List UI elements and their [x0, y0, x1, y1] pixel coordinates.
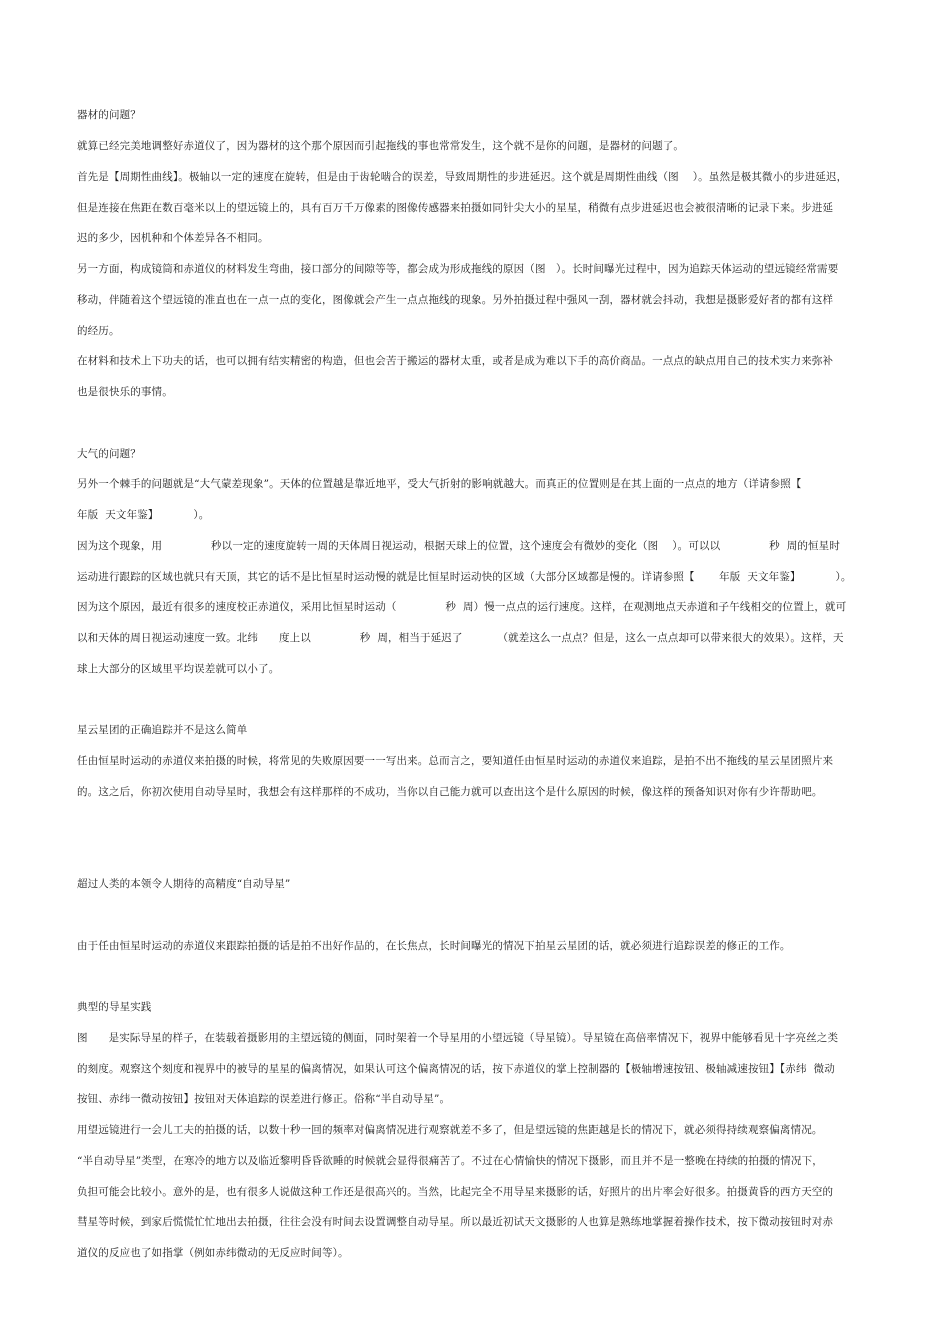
- paragraph-line: 另一方面，构成镜筒和赤道仪的材料发生弯曲，接口部分的间隙等等，都会成为形成拖线的原因（图 ）。长时间曝光过程中，因为追踪天体运动的望远镜经常需要: [77, 263, 839, 275]
- paragraph-line: 移动，伴随着这个望远镜的准直也在一点一点的变化，图像就会产生一点点拖线的现象。另外拍摄过程中强风一刮，器材就会抖动，我想是摄影爱好者的都有这样: [77, 294, 834, 306]
- paragraph-line: 以和天体的周日视运动速度一致。北纬 度上以 秒 周，相当于延迟了 （就差这么一点点？但是，这么一点点却可以带来很大的效果）。这样，天: [77, 632, 844, 644]
- paragraph-line: 按钮、赤纬一微动按钮】按钮对天体追踪的误差进行修正。俗称“半自动导星”。: [77, 1093, 451, 1105]
- paragraph-line: 运动进行跟踪的区域也就只有天顶，其它的话不是比恒星时运动慢的就是比恒星时运动快的区域（大部分区域都是慢的。详请参照【 年版 天文年鉴】 ）。: [77, 571, 852, 583]
- paragraph-line: 但是连接在焦距在数百毫米以上的望远镜上的，具有百万千万像素的图像传感器来拍摄如同针尖大小的星星，稍微有点步进延迟也会被很清晰的记录下来。步进延: [77, 202, 834, 214]
- paragraph-line: 负担可能会比较小。意外的是，也有很多人说做这种工作还是很高兴的。当然，比起完全不用导星来摄影的话，好照片的出片率会好很多。拍摄黄昏的西方天空的: [77, 1186, 834, 1198]
- paragraph-line: 的刻度。观察这个刻度和视界中的被导的星星的偏离情况，如果认可这个偏离情况的话，按下赤道仪的掌上控制器的【极轴增速按钮、极轴减速按钮】【赤纬 微动: [77, 1063, 835, 1075]
- paragraph-line: 因为这个现象，用 秒以一定的速度旋转一周的天体周日视运动，根据天球上的位置，这个速度会有微妙的变化（图 ）。可以以 秒 周的恒星时: [77, 540, 840, 552]
- paragraph-line: 迟的多少，因机种和个体差异各不相同。: [77, 232, 269, 244]
- paragraph-line: “半自动导星”类型，在寒冷的地方以及临近黎明昏昏欲睡的时候就会显得很痛苦了。不过在心情愉快的情况下摄影，而且并不是一整晚在持续的拍摄的情况下，: [77, 1155, 823, 1167]
- paragraph-line: 任由恒星时运动的赤道仪来拍摄的时候，将常见的失败原因要一一写出来。总而言之，要知道任由恒星时运动的赤道仪来追踪，是拍不出不拖线的星云星团照片来: [77, 755, 834, 767]
- paragraph-line: 在材料和技术上下功夫的话，也可以拥有结实精密的构造，但也会苦于搬运的器材太重，或者是成为难以下手的高价商品。一点点的缺点用自己的技术实力来弥补: [77, 355, 834, 367]
- section-heading-tracking: 星云星团的正确追踪并不是这么简单: [77, 724, 248, 736]
- paragraph-line: 因为这个原因，最近有很多的速度校正赤道仪，采用比恒星时运动（ 秒 周）慢一点点的运行速度。这样，在观测地点天赤道和子午线相交的位置上，就可: [77, 601, 847, 613]
- paragraph-line: 道仪的反应也了如指掌（例如赤纬微动的无反应时间等）。: [77, 1247, 349, 1259]
- paragraph-line: 的经历。: [77, 325, 120, 337]
- paragraph-line: 也是很快乐的事情。: [77, 386, 173, 398]
- paragraph-line: 球上大部分的区域里平均误差就可以小了。: [77, 663, 280, 675]
- paragraph-line: 的。这之后，你初次使用自动导星时，我想会有这样那样的不成功，当你以自己能力就可以查出这个是什么原因的时候，像这样的预备知识对你有少许帮助吧。: [77, 786, 823, 798]
- paragraph-line: 首先是【周期性曲线】。极轴以一定的速度在旋转，但是由于齿轮啮合的误差，导致周期性的步进延迟。这个就是周期性曲线（图 ）。虽然是极其微小的步进延迟，: [77, 171, 848, 183]
- section-heading-autoguide: 超过人类的本领令人期待的高精度“自动导星”: [77, 878, 291, 890]
- paragraph-line: 年版 天文年鉴】 ）。: [77, 509, 210, 521]
- paragraph-line: 就算已经完美地调整好赤道仪了，因为器材的这个那个原因而引起拖线的事也常常发生，这个就不是你的问题，是器材的问题了。: [77, 140, 685, 152]
- paragraph-line: 由于任由恒星时运动的赤道仪来跟踪拍摄的话是拍不出好作品的，在长焦点，长时间曝光的情况下拍星云星团的话，就必须进行追踪误差的修正的工作。: [77, 940, 791, 952]
- section-heading-atmosphere: 大气的问题？: [77, 448, 141, 460]
- paragraph-line: 用望远镜进行一会儿工夫的拍摄的话，以数十秒一回的频率对偏离情况进行观察就差不多了，但是望远镜的焦距越是长的情况下，就必须得持续观察偏离情况。: [77, 1124, 823, 1136]
- paragraph-line: 图 是实际导星的样子，在装载着摄影用的主望远镜的侧面，同时架着一个导星用的小望远镜（导星镜）。导星镜在高倍率情况下，视界中能够看见十字亮丝之类: [77, 1032, 839, 1044]
- section-heading-equipment: 器材的问题？: [77, 109, 141, 121]
- paragraph-line: 另外一个棘手的问题就是“大气蒙差现象”。天体的位置越是靠近地平，受大气折射的影响就越大。而真正的位置则是在其上面的一点点的地方（详请参照【: [77, 478, 802, 490]
- section-heading-guiding-practice: 典型的导星实践: [77, 1001, 152, 1013]
- paragraph-line: 彗星等时候，到家后慌慌忙忙地出去拍摄，往往会没有时间去设置调整自动导星。所以最近初试天文摄影的人也算是熟练地掌握着操作技术，按下微动按钮时对赤: [77, 1216, 834, 1228]
